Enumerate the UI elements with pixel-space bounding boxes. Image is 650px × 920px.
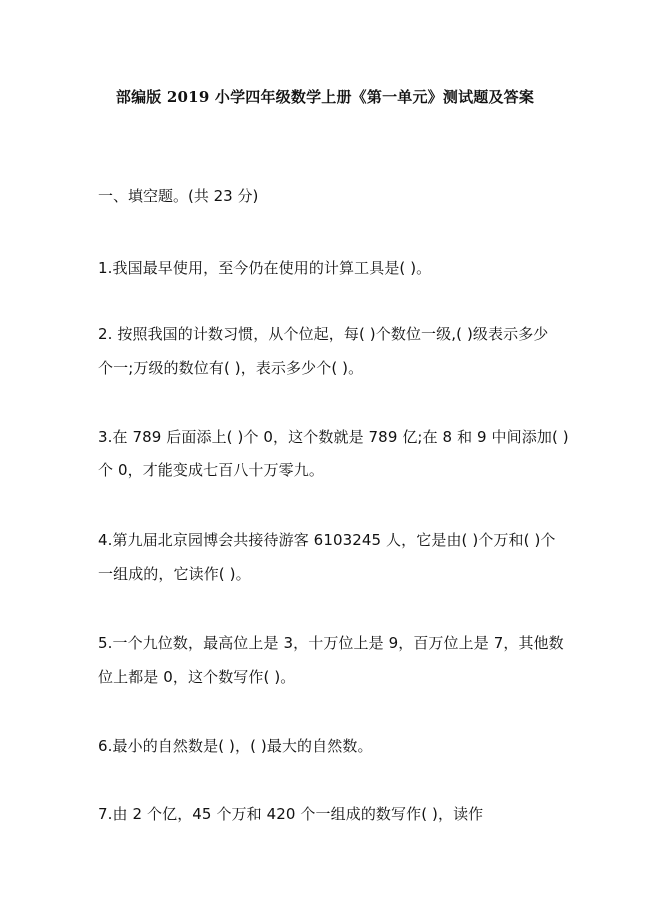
question-4-line-2: 一组成的，它读作( )。: [98, 565, 251, 583]
question-7-line-1: 7.由 2 个亿，45 个万和 420 个一组成的数写作( )，读作: [98, 805, 484, 823]
question-5-line-1: 5.一个九位数，最高位上是 3，十万位上是 9，百万位上是 7，其他数: [98, 634, 564, 652]
question-3-line-1: 3.在 789 后面添上( )个 0，这个数就是 789 亿;在 8 和 9 中间添加( ): [98, 428, 569, 446]
question-1-line-1: 1.我国最早使用，至今仍在使用的计算工具是( )。: [98, 259, 432, 277]
question-3-line-2: 个 0，才能变成七百八十万零九。: [98, 461, 324, 479]
question-5-line-2: 位上都是 0，这个数写作( )。: [98, 668, 296, 686]
section-heading-fill-in-blanks: 一、填空题。(共 23 分): [98, 187, 259, 205]
question-2-line-2: 个一;万级的数位有( )，表示多少个( )。: [98, 359, 364, 377]
question-6-line-1: 6.最小的自然数是( )，( )最大的自然数。: [98, 737, 373, 755]
question-4-line-1: 4.第九届北京园博会共接待游客 6103245 人，它是由( )个万和( )个: [98, 531, 556, 549]
document-title: 部编版 2019 小学四年级数学上册《第一单元》测试题及答案: [115, 88, 535, 106]
question-2-line-1: 2. 按照我国的计数习惯，从个位起，每( )个数位一级,( )级表示多少: [98, 325, 549, 343]
